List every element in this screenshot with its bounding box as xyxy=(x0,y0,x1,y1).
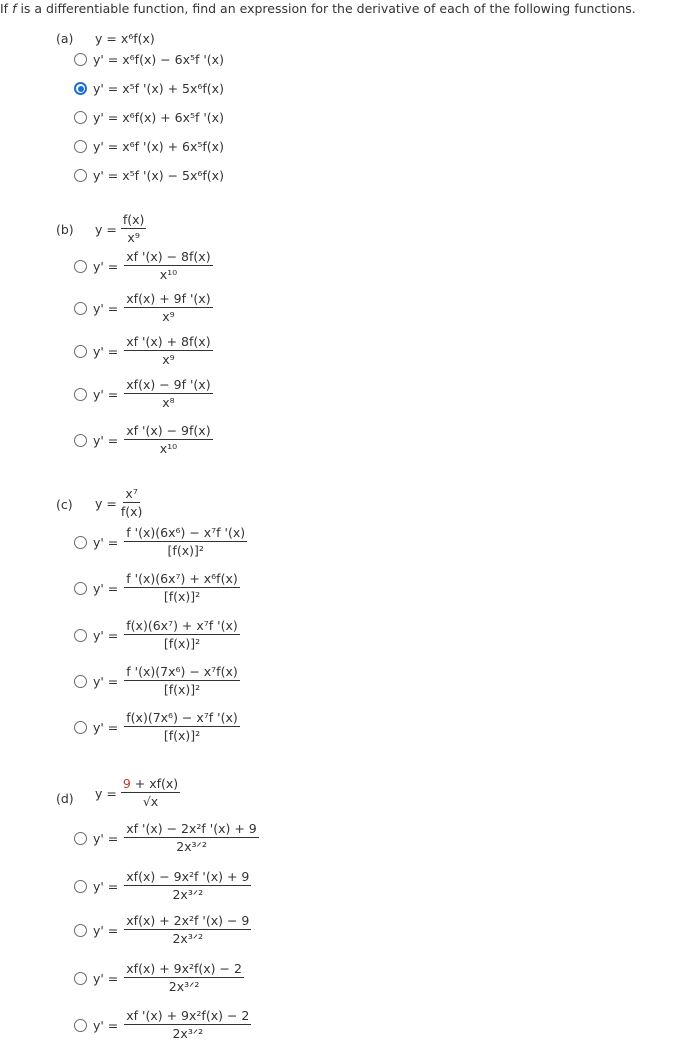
radio-button[interactable] xyxy=(74,721,87,734)
radio-button-selected[interactable] xyxy=(74,82,87,95)
numeric-input-value: 9 xyxy=(122,776,131,791)
part-b-option-4[interactable]: y' = $\frac{xf(x) - 9f '(x)}{\text{x⁸}}$ xyxy=(74,378,213,410)
radio-button[interactable] xyxy=(74,675,87,688)
problem-intro: If f is a differentiable function, find an expression for the derivative of each of the following functions. xyxy=(0,1,636,16)
part-d-option-2[interactable]: y' = $\frac{\text{xf(x) − 9x²f '(x) + 9}}{\text{2x³ᐟ²}}$ xyxy=(74,870,251,902)
radio-button[interactable] xyxy=(74,582,87,595)
part-d-option-1[interactable]: y' = $\frac{\text{xf '(x) − 2x²f '(x) + 9}}{\text{2x³ᐟ²}}$ xyxy=(74,822,259,854)
part-b-statement: y = $\frac{f(x)}{\text{x⁹}}$ xyxy=(95,212,145,245)
part-b-option-2[interactable]: y' = $\frac{xf(x) + 9f '(x)}{\text{x⁹}}$ xyxy=(74,292,213,324)
part-d-label: (d) xyxy=(56,791,74,806)
part-a-option-1[interactable]: y' = x⁶f(x) − 6x⁵f '(x) xyxy=(74,52,224,67)
part-c-statement: y = $\frac{\text{x⁷}}{f(x)}$ xyxy=(95,486,143,519)
radio-button[interactable] xyxy=(74,832,87,845)
radio-button[interactable] xyxy=(74,536,87,549)
radio-button[interactable] xyxy=(74,302,87,315)
radio-button[interactable] xyxy=(74,880,87,893)
radio-button[interactable] xyxy=(74,53,87,66)
part-a-option-4[interactable]: y' = x⁶f '(x) + 6x⁵f(x) xyxy=(74,139,224,154)
part-c-option-5[interactable]: y' = $\frac{\text{f(x)(7x⁶) − x⁷f '(x)}}{\text{[f(x)]²}}$ xyxy=(74,711,240,743)
part-a-option-2[interactable]: y' = x⁵f '(x) + 5x⁶f(x) xyxy=(74,81,224,96)
part-d-option-4[interactable]: y' = $\frac{\text{xf(x) + 9x²f(x) − 2}}{\text{2x³ᐟ²}}$ xyxy=(74,962,244,994)
part-d-option-3[interactable]: y' = $\frac{\text{xf(x) + 2x²f '(x) − 9}}{\text{2x³ᐟ²}}$ xyxy=(74,914,251,946)
f-symbol: f xyxy=(12,1,17,16)
radio-button[interactable] xyxy=(74,140,87,153)
part-d-option-5[interactable]: y' = $\frac{\text{xf '(x) + 9x²f(x) − 2}}{\text{2x³ᐟ²}}$ xyxy=(74,1009,251,1041)
part-b-option-1[interactable]: y' = $\frac{xf '(x) - 8f(x)}{\text{x¹⁰}}$ xyxy=(74,250,213,282)
part-c-option-4[interactable]: y' = $\frac{\text{f '(x)(7x⁶) − x⁷f(x)}}{\text{[f(x)]²}}$ xyxy=(74,665,240,697)
radio-button[interactable] xyxy=(74,169,87,182)
radio-button[interactable] xyxy=(74,629,87,642)
part-b-option-3[interactable]: y' = $\frac{xf '(x) + 8f(x)}{\text{x⁹}}$ xyxy=(74,335,213,367)
part-c-option-2[interactable]: y' = $\frac{\text{f '(x)(6x⁷) + x⁶f(x)}}{\text{[f(x)]²}}$ xyxy=(74,572,240,604)
radio-button[interactable] xyxy=(74,924,87,937)
part-a-statement: y = x⁶f(x) xyxy=(95,31,155,46)
part-d-statement: y = $\frac{9 + xf(x)}{√x}$ xyxy=(95,776,179,809)
radio-button[interactable] xyxy=(74,434,87,447)
part-b-option-5[interactable]: y' = $\frac{xf '(x) - 9f(x)}{\text{x¹⁰}}$ xyxy=(74,424,213,456)
part-c-label: (c) xyxy=(56,497,73,512)
part-c-option-1[interactable]: y' = $\frac{\text{f '(x)(6x⁶) − x⁷f '(x)}}{\text{[f(x)]²}}$ xyxy=(74,526,247,558)
radio-button[interactable] xyxy=(74,345,87,358)
radio-button[interactable] xyxy=(74,972,87,985)
radio-button[interactable] xyxy=(74,1019,87,1032)
part-c-option-3[interactable]: y' = $\frac{\text{f(x)(6x⁷) + x⁷f '(x)}}{\text{[f(x)]²}}$ xyxy=(74,619,240,651)
radio-button[interactable] xyxy=(74,111,87,124)
part-b-label: (b) xyxy=(56,222,74,237)
part-a-option-3[interactable]: y' = x⁶f(x) + 6x⁵f '(x) xyxy=(74,110,224,125)
part-a-label: (a) xyxy=(56,31,74,46)
radio-button[interactable] xyxy=(74,388,87,401)
part-a-option-5[interactable]: y' = x⁵f '(x) − 5x⁶f(x) xyxy=(74,168,224,183)
radio-button[interactable] xyxy=(74,260,87,273)
